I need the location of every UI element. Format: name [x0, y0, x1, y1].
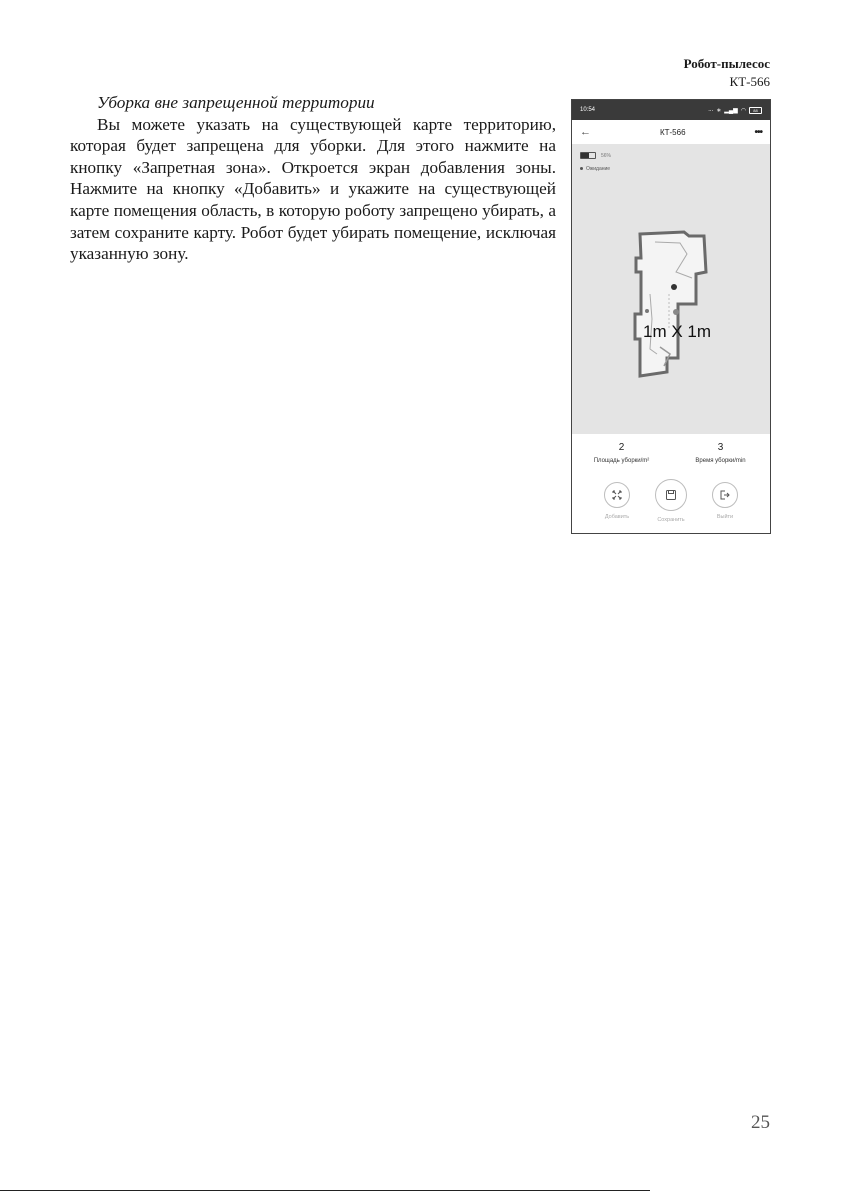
wifi-icon: ◠ [740, 107, 746, 114]
footer-rule [0, 1190, 650, 1191]
action-bar [572, 482, 770, 523]
device-title: КТ-566 [659, 127, 686, 137]
section-paragraph: Вы можете указать на существующей карте территорию, которая будет запрещена для уборки. Для этого нажмите на кнопку «Запретная зона». Откроется экран добавления зоны. Нажмите на кнопку «Добавить» и укажите на существующей карте помещения область, в которую роботу запрещено убирать, а затем сохраните карту. Робот будет убирать помещение, исключая указанную зону. [70, 114, 556, 264]
signal-icon: ▂▄▆ [724, 107, 738, 114]
restricted-zone-label[interactable]: 1m X 1m [643, 322, 712, 341]
section-title: Уборка вне запрещенной территории [97, 93, 375, 112]
stat-area-value: 2 [618, 442, 625, 453]
exit-button[interactable] [708, 482, 743, 523]
save-button-label: Сохранить [657, 517, 685, 523]
add-zone-icon[interactable] [604, 482, 630, 508]
header-title: Робот-пылесос [683, 56, 770, 71]
exit-button-label: Выйти [716, 514, 734, 520]
stat-time-label: Время уборки/min [695, 458, 746, 464]
robot-state-text: Ожидание [586, 166, 611, 172]
stat-time [671, 434, 770, 464]
app-screenshot [571, 99, 771, 534]
running-header [684, 55, 770, 91]
stat-area-label: Площадь уборки/m² [593, 458, 650, 464]
status-icons [708, 107, 762, 114]
stat-time-value: 3 [717, 442, 724, 453]
bluetooth-icon: ∗ [716, 107, 722, 114]
save-button[interactable] [654, 482, 689, 523]
exit-icon[interactable] [712, 482, 738, 508]
header-model: КТ-566 [729, 74, 770, 89]
app-nav-bar [572, 120, 770, 144]
add-button[interactable] [600, 482, 635, 523]
map-area[interactable] [572, 144, 770, 434]
battery-status-icon: 88 [749, 107, 762, 114]
status-time: 10:54 [580, 107, 596, 113]
add-button-label: Добавить [604, 514, 630, 520]
dots-icon: ... [708, 107, 714, 113]
cleaning-stats [572, 434, 770, 464]
instruction-text [70, 92, 556, 265]
stat-area [572, 434, 671, 464]
more-menu-icon[interactable]: ••• [754, 126, 762, 138]
status-bar [572, 100, 770, 120]
back-arrow-icon[interactable]: ← [580, 126, 591, 138]
robot-battery-level: 56% [601, 152, 612, 159]
page-number: 25 [751, 1112, 770, 1133]
save-icon[interactable] [655, 479, 687, 511]
floor-map [572, 144, 770, 434]
